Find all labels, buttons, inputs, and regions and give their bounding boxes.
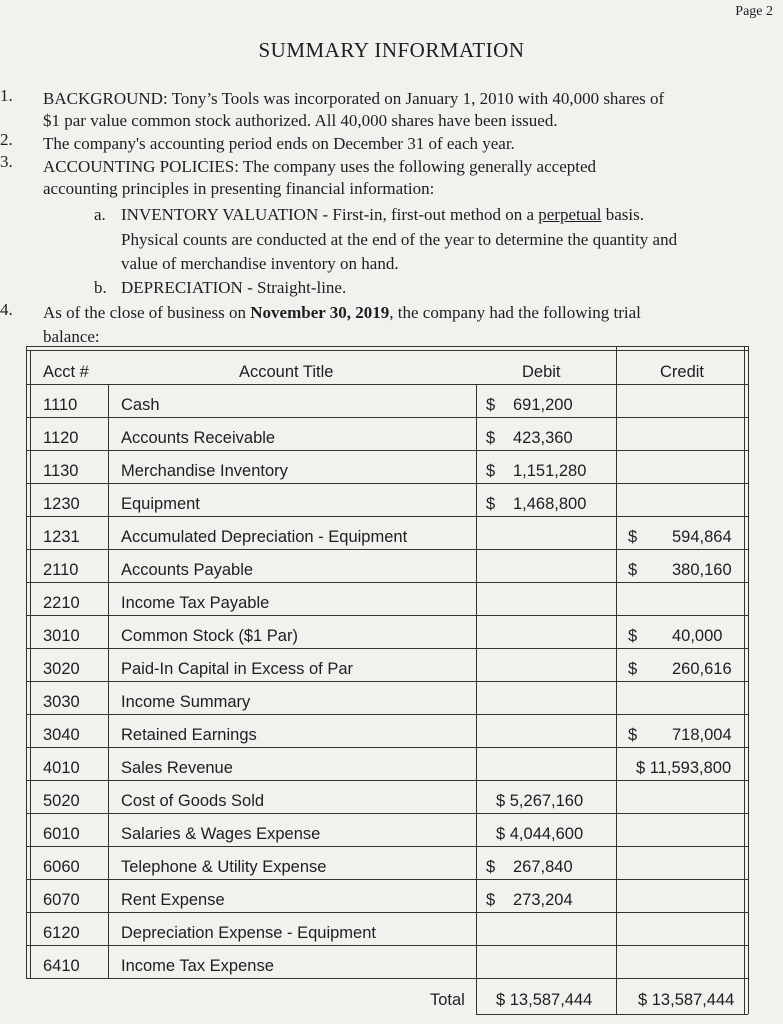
credit-amount: 40,000 <box>672 627 723 645</box>
grid-hline <box>26 417 748 418</box>
account-title: Accumulated Depreciation - Equipment <box>121 528 408 546</box>
account-title: Accounts Receivable <box>121 429 276 447</box>
policy-a-line-2: Physical counts are conducted at the end of the year to determine the quantity and <box>121 230 678 249</box>
account-title: Telephone & Utility Expense <box>121 858 327 876</box>
acct-number: 5020 <box>43 792 80 810</box>
account-title: Cash <box>121 396 160 414</box>
debit-dollar-sign: $ <box>486 891 496 909</box>
credit-dollar-sign: $ <box>628 561 638 579</box>
grid-hline <box>26 714 748 715</box>
debit-amount: $ 5,267,160 <box>496 792 584 810</box>
grid-vline <box>26 346 27 978</box>
debit-dollar-sign: $ <box>486 495 496 513</box>
page-number: Page 2 <box>735 4 773 19</box>
policy-a-label: a. <box>94 205 106 224</box>
acct-number: 6070 <box>43 891 80 909</box>
debit-amount: 267,840 <box>513 858 573 876</box>
item-number-3: 3. <box>0 152 13 171</box>
total-label: Total <box>430 991 465 1009</box>
item-number-1: 1. <box>0 86 13 105</box>
account-title: Cost of Goods Sold <box>121 792 265 810</box>
acct-number: 1231 <box>43 528 80 546</box>
grid-hline <box>26 780 748 781</box>
accounting-period: The company's accounting period ends on December 31 of each year. <box>43 134 515 153</box>
trial-balance-table <box>26 346 748 1016</box>
credit-amount: 718,004 <box>672 726 732 744</box>
acct-number: 1120 <box>43 429 79 447</box>
debit-dollar-sign: $ <box>486 858 496 876</box>
grid-vline <box>30 350 31 978</box>
credit-amount: 260,616 <box>672 660 732 678</box>
credit-dollar-sign: $ <box>628 726 638 744</box>
grid-hline <box>26 681 748 682</box>
grid-hline <box>26 813 748 814</box>
account-title: Income Tax Expense <box>121 957 274 975</box>
trial-balance-intro-line-1 <box>43 302 641 324</box>
debit-amount: 691,200 <box>513 396 573 414</box>
account-title: Paid-In Capital in Excess of Par <box>121 660 354 678</box>
account-title: Income Tax Payable <box>121 594 270 612</box>
credit-amount: 380,160 <box>672 561 732 579</box>
item-number-2: 2. <box>0 130 13 149</box>
grid-hline <box>26 912 748 913</box>
intro-text: As of the close of business on <box>43 303 251 322</box>
policies-line-1: ACCOUNTING POLICIES: The company uses the following generally accepted <box>43 157 597 176</box>
grid-hline <box>26 615 748 616</box>
acct-number: 6060 <box>43 858 80 876</box>
acct-number: 3020 <box>43 660 80 678</box>
acct-number: 3040 <box>43 726 80 744</box>
acct-number: 6120 <box>43 924 80 942</box>
acct-number: 1130 <box>43 462 79 480</box>
grid-hline <box>26 549 748 550</box>
account-title: Accounts Payable <box>121 561 254 579</box>
policy-b-text: DEPRECIATION - Straight-line. <box>121 278 347 297</box>
debit-amount: 273,204 <box>513 891 573 909</box>
item-number-4: 4. <box>0 300 13 319</box>
policy-a-line-1 <box>121 204 644 226</box>
grid-vline <box>616 346 617 1014</box>
grid-vline <box>744 346 745 1014</box>
account-title: Rent Expense <box>121 891 225 909</box>
account-title: Salaries & Wages Expense <box>121 825 321 843</box>
perpetual-underlined: perpetual <box>538 205 602 224</box>
acct-number: 6010 <box>43 825 80 843</box>
credit-amount: 594,864 <box>672 528 732 546</box>
acct-number: 6410 <box>43 957 80 975</box>
grid-hline <box>26 346 748 347</box>
debit-dollar-sign: $ <box>486 396 496 414</box>
total-credit: $ 13,587,444 <box>638 991 735 1009</box>
credit-dollar-sign: $ <box>628 528 638 546</box>
trial-balance-intro-line-2: balance: <box>43 327 100 346</box>
policy-b-label: b. <box>94 278 107 297</box>
grid-hline <box>26 483 748 484</box>
credit-dollar-sign: $ <box>628 627 638 645</box>
account-title: Common Stock ($1 Par) <box>121 627 298 645</box>
acct-number: 1110 <box>43 396 78 414</box>
credit-dollar-sign: $ <box>628 660 638 678</box>
intro-text-end: , the company had the following trial <box>389 303 641 322</box>
grid-hline <box>26 978 748 979</box>
account-title: Depreciation Expense - Equipment <box>121 924 376 942</box>
grid-hline <box>26 846 748 847</box>
policy-a-line-3: value of merchandise inventory on hand. <box>121 254 399 273</box>
intro-date: November 30, 2019 <box>250 303 390 322</box>
debit-amount: 1,468,800 <box>513 495 587 513</box>
debit-amount: 423,360 <box>513 429 573 447</box>
acct-number: 3030 <box>43 693 80 711</box>
grid-hline <box>26 384 748 385</box>
debit-dollar-sign: $ <box>486 429 496 447</box>
acct-number: 2110 <box>43 561 79 579</box>
header-debit: Debit <box>522 363 561 381</box>
policy-a-text: INVENTORY VALUATION - First-in, first-out method on a <box>121 205 539 224</box>
header-account-title: Account Title <box>239 363 334 381</box>
account-title: Sales Revenue <box>121 759 233 777</box>
total-debit: $ 13,587,444 <box>496 991 593 1009</box>
header-acct: Acct # <box>43 363 89 381</box>
account-title: Merchandise Inventory <box>121 462 288 480</box>
grid-hline <box>476 1014 748 1015</box>
grid-hline <box>26 747 748 748</box>
credit-amount: $ 11,593,800 <box>636 759 732 777</box>
page-title: SUMMARY INFORMATION <box>258 38 525 62</box>
grid-hline <box>26 582 748 583</box>
acct-number: 4010 <box>43 759 80 777</box>
header-credit: Credit <box>660 363 705 381</box>
grid-hline <box>26 648 748 649</box>
debit-amount: 1,151,280 <box>513 462 587 480</box>
policies-line-2: accounting principles in presenting financial information: <box>43 179 435 198</box>
account-title: Retained Earnings <box>121 726 257 744</box>
background-line-1: BACKGROUND: Tony’s Tools was incorporated on January 1, 2010 with 40,000 shares of <box>43 89 665 108</box>
grid-hline <box>26 350 748 351</box>
account-title: Income Summary <box>121 693 251 711</box>
grid-hline <box>26 879 748 880</box>
acct-number: 3010 <box>43 627 80 645</box>
debit-dollar-sign: $ <box>486 462 496 480</box>
debit-amount: $ 4,044,600 <box>496 825 584 843</box>
policy-a-text-end: basis. <box>601 205 645 224</box>
background-line-2: $1 par value common stock authorized. All 40,000 shares have been issued. <box>43 111 558 130</box>
acct-number: 2210 <box>43 594 80 612</box>
grid-vline <box>476 384 477 1014</box>
account-title: Equipment <box>121 495 200 513</box>
grid-vline <box>108 384 109 978</box>
grid-vline <box>748 346 749 1014</box>
grid-hline <box>26 945 748 946</box>
grid-hline <box>26 450 748 451</box>
grid-hline <box>26 516 748 517</box>
acct-number: 1230 <box>43 495 80 513</box>
